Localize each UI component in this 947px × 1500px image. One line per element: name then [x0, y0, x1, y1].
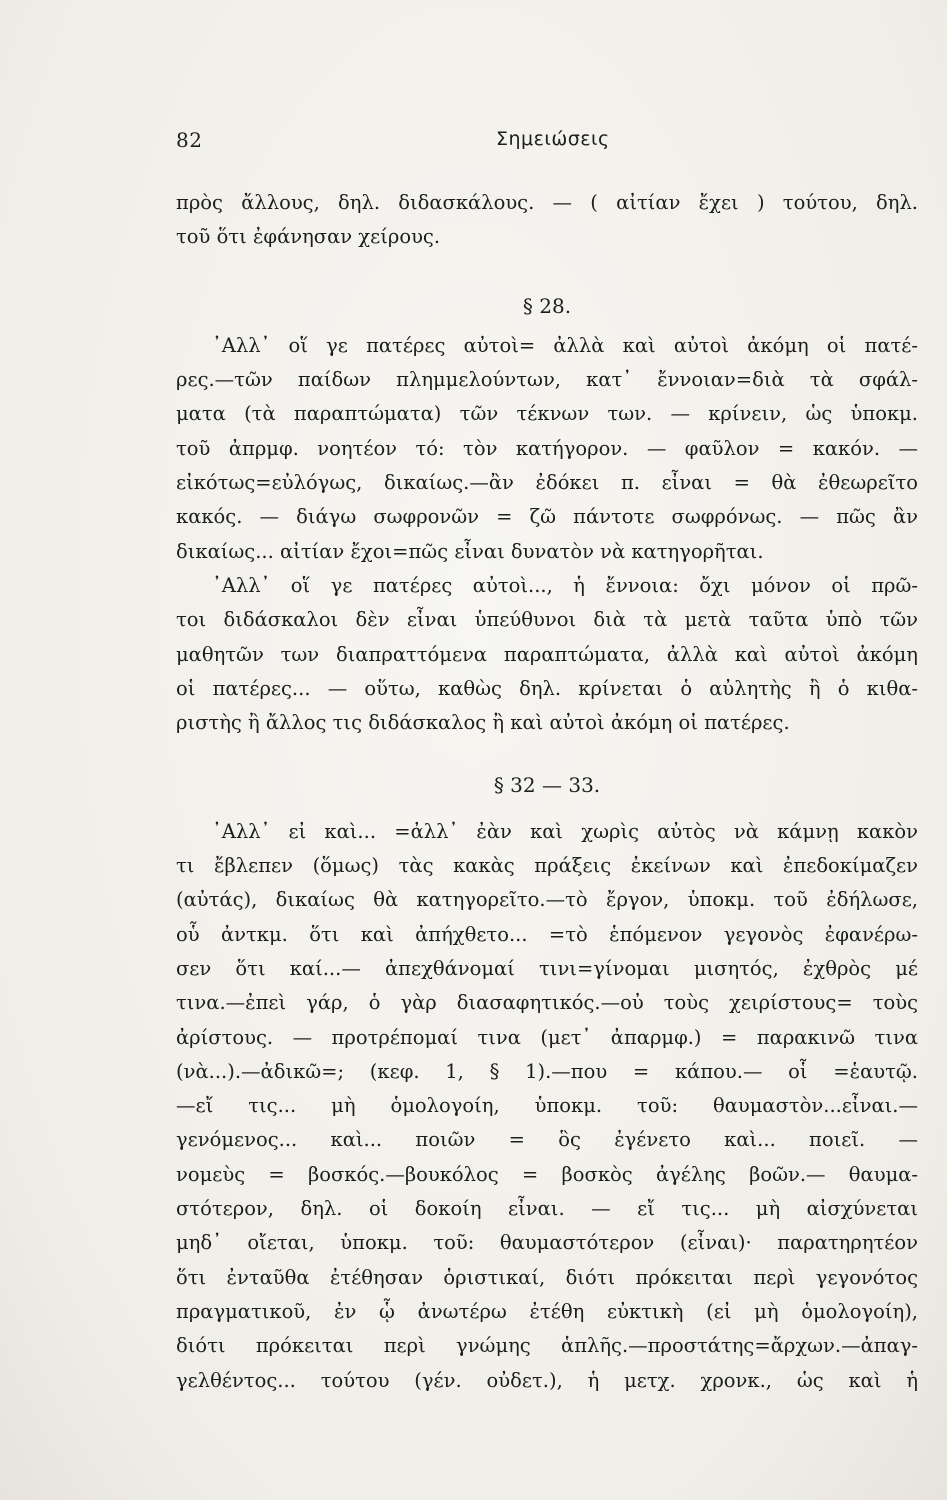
text-line: πραγματικοῦ, ἐν ᾧ ἀνωτέρω ἐτέθη εὐκτικὴ (εἰ μὴ ὁμολογοίη), — [176, 1299, 918, 1323]
text-line: γελθέντος... τούτου (γέν. οὐδετ.), ἡ μετχ. χρονκ., ὡς καὶ ἡ — [176, 1368, 918, 1392]
page-header — [176, 128, 706, 158]
section-heading: § 32 — 33. — [493, 773, 601, 798]
page-number: 82 — [176, 128, 203, 152]
text-line: ᾿Αλλ᾿ οἵ γε πατέρες αὐτοὶ..., ἡ ἔννοια: ὄχι μόνον οἱ πρῶ- — [212, 573, 918, 597]
text-line: ματα (τὰ παραπτώματα) τῶν τέκνων των. — κρίνειν, ὡς ὑποκμ. — [176, 402, 918, 426]
text-line: νομεὺς = βοσκός.—βουκόλος = βοσκὸς ἀγέλης βοῶν.— θαυμα- — [176, 1162, 918, 1186]
text-line: ἀρίστους. — προτρέπομαί τινα (μετ᾿ ἀπαρμφ.) = παρακινῶ τινα — [176, 1025, 918, 1049]
text-line: δικαίως... αἰτίαν ἔχοι=πῶς εἶναι δυνατὸν νὰ κατηγορῆται. — [176, 539, 764, 563]
text-line: τοῦ ὅτι ἐφάνησαν χείρους. — [176, 225, 441, 249]
text-line: οὗ ἀντκμ. ὅτι καὶ ἀπήχθετο... =τὸ ἑπόμενον γεγονὸς ἐφανέρω- — [176, 922, 918, 946]
text-line: (νὰ...).—ἀδικῶ=; (κεφ. 1, § 1).—που = κάπου.— οἷ =ἑαυτῷ. — [176, 1059, 918, 1083]
text-line: εἰκότως=εὐλόγως, δικαίως.—ἂν ἐδόκει π. εἶναι = θὰ ἐθεωρεῖτο — [176, 471, 918, 495]
text-line: κακός. — διάγω σωφρονῶν = ζῶ πάντοτε σωφρόνως. — πῶς ἂν — [176, 505, 918, 529]
running-head: Σημειώσεις — [496, 128, 610, 150]
text-line: γενόμενος... καὶ... ποιῶν = ὃς ἐγένετο καὶ... ποιεῖ. — — [176, 1128, 918, 1152]
text-line: τινα.—ἐπεὶ γάρ, ὁ γὰρ διασαφητικός.—οὐ τοὺς χειρίστους= τοὺς — [176, 991, 918, 1015]
text-line: (αὐτάς), δικαίως θὰ κατηγορεῖτο.—τὸ ἔργον, ὑποκμ. τοῦ ἐδήλωσε, — [176, 888, 918, 912]
text-line: ριστὴς ἢ ἄλλος τις διδάσκαλος ἢ καὶ αὐτοὶ ἀκόμη οἱ πατέρες. — [176, 711, 790, 735]
text-line: σεν ὅτι καί...— ἀπεχθάνομαί τινι=γίνομαι μισητός, ἐχθρὸς μέ — [176, 956, 918, 980]
text-line: τι ἔβλεπεν (ὅμως) τὰς κακὰς πράξεις ἐκείνων καὶ ἐπεδοκίμαζεν — [176, 854, 918, 878]
text-line: —εἴ τις... μὴ ὁμολογοίη, ὑποκμ. τοῦ: θαυμαστὸν...εἶναι.— — [176, 1094, 918, 1118]
text-line: ὅτι ἐνταῦθα ἐτέθησαν ὁριστικαί, διότι πρόκειται περὶ γεγονότος — [176, 1265, 918, 1289]
section-heading: § 28. — [522, 293, 572, 318]
text-line: οἱ πατέρες... — οὕτω, καθὼς δηλ. κρίνεται ὁ αὐλητὴς ἢ ὁ κιθα- — [176, 676, 918, 700]
text-line: μηδ᾿ οἴεται, ὑποκμ. τοῦ: θαυμαστότερον (εἶναι)· παρατηρητέον — [176, 1231, 918, 1255]
text-line: μαθητῶν των διαπραττόμενα παραπτώματα, ἀλλὰ καὶ αὐτοὶ ἀκόμη — [176, 642, 918, 666]
text-line: διότι πρόκειται περὶ γνώμης ἁπλῆς.—προστάτης=ἄρχων.—ἀπαγ- — [176, 1334, 918, 1358]
text-line: τοι διδάσκαλοι δὲν εἶναι ὑπεύθυνοι διὰ τὰ μετὰ ταῦτα ὑπὸ τῶν — [176, 608, 918, 632]
text-line: ᾿Αλλ᾿ εἰ καὶ... =ἀλλ᾿ ἐὰν καὶ χωρὶς αὐτὸς νὰ κάμνῃ κακὸν — [212, 819, 918, 843]
text-line: πρὸς ἄλλους, δηλ. διδασκάλους. — ( αἰτίαν ἔχει ) τούτου, δηλ. — [176, 191, 918, 214]
text-line: ᾿Αλλ᾿ οἵ γε πατέρες αὐτοὶ= ἀλλὰ καὶ αὐτοὶ ἀκόμη οἱ πατέ- — [212, 333, 918, 357]
text-line: στότερον, δηλ. οἱ δοκοίη εἶναι. — εἴ τις... μὴ αἰσχύνεται — [176, 1197, 918, 1221]
page-body — [176, 186, 918, 1398]
text-line: ρες.—τῶν παίδων πλημμελούντων, κατ᾿ ἔννοιαν=διὰ τὰ σφάλ- — [176, 368, 918, 392]
text-line: τοῦ ἀπρμφ. νοητέον τό: τὸν κατήγορον. — φαῦλον = κακόν. — — [176, 436, 918, 460]
